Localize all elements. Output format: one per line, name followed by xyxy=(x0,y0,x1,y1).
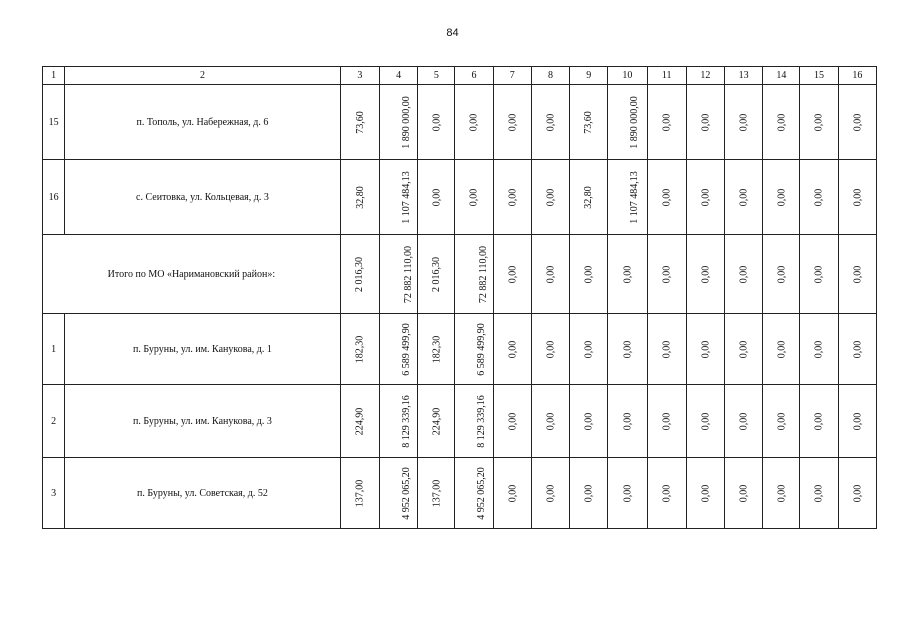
address-cell: п. Буруны, ул. Советская, д. 52 xyxy=(65,458,341,529)
value-text: 6 589 499,90 xyxy=(476,322,488,376)
value-text: 0,00 xyxy=(775,265,787,283)
value-text: 0,00 xyxy=(813,113,825,131)
value-text: 0,00 xyxy=(506,113,518,131)
value-text: 0,00 xyxy=(506,265,518,283)
value-cell xyxy=(340,235,379,314)
table-row xyxy=(43,85,877,160)
value-text: 0,00 xyxy=(813,265,825,283)
value-text: 182,30 xyxy=(430,335,442,363)
value-text: 0,00 xyxy=(544,412,556,430)
row-number: 16 xyxy=(43,160,65,235)
value-cell xyxy=(647,458,686,529)
value-text: 0,00 xyxy=(851,265,863,283)
value-text: 0,00 xyxy=(851,484,863,502)
value-cell xyxy=(725,385,763,458)
value-text: 0,00 xyxy=(813,484,825,502)
value-text: 0,00 xyxy=(851,340,863,358)
value-cell xyxy=(608,385,647,458)
value-cell xyxy=(418,314,455,385)
value-text: 2 016,30 xyxy=(430,256,442,292)
value-cell xyxy=(493,458,531,529)
value-cell xyxy=(570,160,608,235)
value-text: 0,00 xyxy=(661,484,673,502)
value-cell xyxy=(647,385,686,458)
value-text: 0,00 xyxy=(430,188,442,206)
column-header: 12 xyxy=(686,67,724,85)
value-text: 0,00 xyxy=(544,340,556,358)
value-cell xyxy=(455,160,493,235)
table-row xyxy=(43,458,877,529)
value-cell xyxy=(340,160,379,235)
value-text: 6 589 499,90 xyxy=(400,322,412,376)
column-header: 2 xyxy=(65,67,341,85)
value-text: 0,00 xyxy=(583,265,595,283)
value-text: 0,00 xyxy=(506,484,518,502)
value-cell xyxy=(570,85,608,160)
value-text: 0,00 xyxy=(468,188,480,206)
value-text: 0,00 xyxy=(544,113,556,131)
value-cell xyxy=(763,314,800,385)
value-text: 0,00 xyxy=(506,412,518,430)
value-text: 0,00 xyxy=(775,188,787,206)
value-text: 73,60 xyxy=(583,110,595,134)
value-text: 0,00 xyxy=(851,188,863,206)
value-cell xyxy=(647,160,686,235)
value-text: 2 016,30 xyxy=(354,256,366,292)
value-cell xyxy=(763,85,800,160)
value-text: 0,00 xyxy=(661,265,673,283)
value-text: 73,60 xyxy=(354,110,366,134)
column-header: 14 xyxy=(763,67,800,85)
value-cell xyxy=(763,160,800,235)
column-header: 3 xyxy=(340,67,379,85)
value-cell xyxy=(800,385,838,458)
value-text: 0,00 xyxy=(430,113,442,131)
value-cell xyxy=(531,458,569,529)
value-text: 72 882 110,00 xyxy=(403,245,415,303)
value-cell xyxy=(493,235,531,314)
address-cell: п. Буруны, ул. им. Канукова, д. 1 xyxy=(65,314,341,385)
column-header: 8 xyxy=(531,67,569,85)
value-cell xyxy=(725,458,763,529)
value-text: 32,80 xyxy=(354,185,366,209)
value-text: 137,00 xyxy=(354,479,366,507)
value-cell xyxy=(418,235,455,314)
value-text: 72 882 110,00 xyxy=(478,245,490,303)
value-text: 8 129 339,16 xyxy=(476,394,488,448)
value-text: 0,00 xyxy=(506,188,518,206)
value-text: 0,00 xyxy=(621,340,633,358)
value-cell xyxy=(418,160,455,235)
value-text: 224,90 xyxy=(430,407,442,435)
value-text: 0,00 xyxy=(699,412,711,430)
value-cell xyxy=(800,458,838,529)
value-cell xyxy=(493,385,531,458)
value-cell xyxy=(455,235,493,314)
value-cell xyxy=(608,235,647,314)
value-cell xyxy=(570,235,608,314)
table-row xyxy=(43,385,877,458)
row-number: 3 xyxy=(43,458,65,529)
value-text: 0,00 xyxy=(468,113,480,131)
value-cell xyxy=(686,314,724,385)
value-cell xyxy=(531,160,569,235)
value-text: 0,00 xyxy=(506,340,518,358)
value-text: 0,00 xyxy=(583,340,595,358)
value-text: 0,00 xyxy=(661,412,673,430)
value-text: 32,80 xyxy=(583,185,595,209)
value-cell xyxy=(838,314,876,385)
value-cell xyxy=(838,85,876,160)
value-text: 182,30 xyxy=(354,335,366,363)
value-text: 4 952 065,20 xyxy=(476,466,488,520)
row-number: 1 xyxy=(43,314,65,385)
column-header: 9 xyxy=(570,67,608,85)
value-cell xyxy=(725,85,763,160)
value-cell xyxy=(838,160,876,235)
value-cell xyxy=(531,314,569,385)
value-cell xyxy=(570,314,608,385)
value-cell xyxy=(686,160,724,235)
value-cell xyxy=(800,160,838,235)
value-cell xyxy=(608,458,647,529)
column-header: 15 xyxy=(800,67,838,85)
value-text: 0,00 xyxy=(775,484,787,502)
value-cell xyxy=(380,235,418,314)
value-text: 0,00 xyxy=(583,412,595,430)
value-cell xyxy=(531,235,569,314)
value-cell xyxy=(380,160,418,235)
value-cell xyxy=(608,85,647,160)
value-cell xyxy=(418,385,455,458)
value-cell xyxy=(380,314,418,385)
value-text: 0,00 xyxy=(775,412,787,430)
value-text: 0,00 xyxy=(738,113,750,131)
value-cell xyxy=(455,85,493,160)
table-row xyxy=(43,160,877,235)
value-cell xyxy=(800,85,838,160)
value-text: 0,00 xyxy=(813,188,825,206)
value-text: 0,00 xyxy=(851,113,863,131)
value-cell xyxy=(418,85,455,160)
value-cell xyxy=(531,85,569,160)
value-cell xyxy=(838,235,876,314)
value-text: 0,00 xyxy=(699,188,711,206)
value-text: 0,00 xyxy=(699,265,711,283)
value-cell xyxy=(686,235,724,314)
value-cell xyxy=(800,235,838,314)
value-cell xyxy=(340,458,379,529)
value-cell xyxy=(340,314,379,385)
address-cell: п. Буруны, ул. им. Канукова, д. 3 xyxy=(65,385,341,458)
value-cell xyxy=(340,85,379,160)
total-label: Итого по МО «Наримановский район»: xyxy=(43,235,341,314)
column-header: 6 xyxy=(455,67,493,85)
value-cell xyxy=(838,458,876,529)
value-cell xyxy=(800,314,838,385)
value-cell xyxy=(763,385,800,458)
table-row xyxy=(43,235,877,314)
value-text: 0,00 xyxy=(699,484,711,502)
table-row xyxy=(43,314,877,385)
value-text: 0,00 xyxy=(738,412,750,430)
value-cell xyxy=(608,314,647,385)
value-cell xyxy=(763,235,800,314)
value-cell xyxy=(763,458,800,529)
column-header: 11 xyxy=(647,67,686,85)
value-cell xyxy=(380,85,418,160)
value-text: 0,00 xyxy=(775,113,787,131)
value-text: 0,00 xyxy=(544,188,556,206)
value-cell xyxy=(647,235,686,314)
value-cell xyxy=(493,85,531,160)
value-cell xyxy=(608,160,647,235)
column-header: 1 xyxy=(43,67,65,85)
value-text: 0,00 xyxy=(738,265,750,283)
value-cell xyxy=(686,458,724,529)
value-cell xyxy=(647,314,686,385)
header-row xyxy=(43,67,877,85)
value-text: 0,00 xyxy=(621,412,633,430)
value-cell xyxy=(418,458,455,529)
value-cell xyxy=(686,385,724,458)
row-number: 15 xyxy=(43,85,65,160)
column-header: 10 xyxy=(608,67,647,85)
value-text: 0,00 xyxy=(661,340,673,358)
value-cell xyxy=(380,385,418,458)
value-text: 224,90 xyxy=(354,407,366,435)
value-text: 0,00 xyxy=(621,484,633,502)
value-cell xyxy=(725,314,763,385)
value-cell xyxy=(725,235,763,314)
value-cell xyxy=(570,385,608,458)
column-header: 5 xyxy=(418,67,455,85)
column-header: 13 xyxy=(725,67,763,85)
value-cell xyxy=(455,314,493,385)
row-number: 2 xyxy=(43,385,65,458)
value-cell xyxy=(455,458,493,529)
value-cell xyxy=(725,160,763,235)
value-text: 0,00 xyxy=(699,340,711,358)
address-cell: п. Тополь, ул. Набережная, д. 6 xyxy=(65,85,341,160)
column-header: 7 xyxy=(493,67,531,85)
page-number: 84 xyxy=(446,27,459,39)
value-text: 0,00 xyxy=(661,113,673,131)
data-table xyxy=(42,66,877,529)
value-cell xyxy=(647,85,686,160)
value-text: 0,00 xyxy=(583,484,595,502)
value-text: 1 107 484,13 xyxy=(629,170,641,224)
value-text: 0,00 xyxy=(738,340,750,358)
value-cell xyxy=(380,458,418,529)
value-text: 0,00 xyxy=(738,188,750,206)
column-header: 4 xyxy=(380,67,418,85)
value-text: 0,00 xyxy=(813,412,825,430)
value-text: 137,00 xyxy=(430,479,442,507)
value-cell xyxy=(455,385,493,458)
value-text: 4 952 065,20 xyxy=(400,466,412,520)
value-cell xyxy=(531,385,569,458)
value-cell xyxy=(493,314,531,385)
value-text: 0,00 xyxy=(738,484,750,502)
value-text: 8 129 339,16 xyxy=(400,394,412,448)
value-text: 1 890 000,00 xyxy=(400,95,412,149)
value-text: 1 107 484,13 xyxy=(400,170,412,224)
value-cell xyxy=(340,385,379,458)
value-cell xyxy=(493,160,531,235)
value-text: 0,00 xyxy=(621,265,633,283)
value-text: 0,00 xyxy=(851,412,863,430)
value-text: 0,00 xyxy=(544,484,556,502)
value-text: 1 890 000,00 xyxy=(629,95,641,149)
value-text: 0,00 xyxy=(813,340,825,358)
column-header: 16 xyxy=(838,67,876,85)
value-cell xyxy=(570,458,608,529)
value-text: 0,00 xyxy=(699,113,711,131)
value-text: 0,00 xyxy=(775,340,787,358)
value-text: 0,00 xyxy=(544,265,556,283)
value-text: 0,00 xyxy=(661,188,673,206)
value-cell xyxy=(838,385,876,458)
address-cell: с. Сеитовка, ул. Кольцевая, д. 3 xyxy=(65,160,341,235)
value-cell xyxy=(686,85,724,160)
